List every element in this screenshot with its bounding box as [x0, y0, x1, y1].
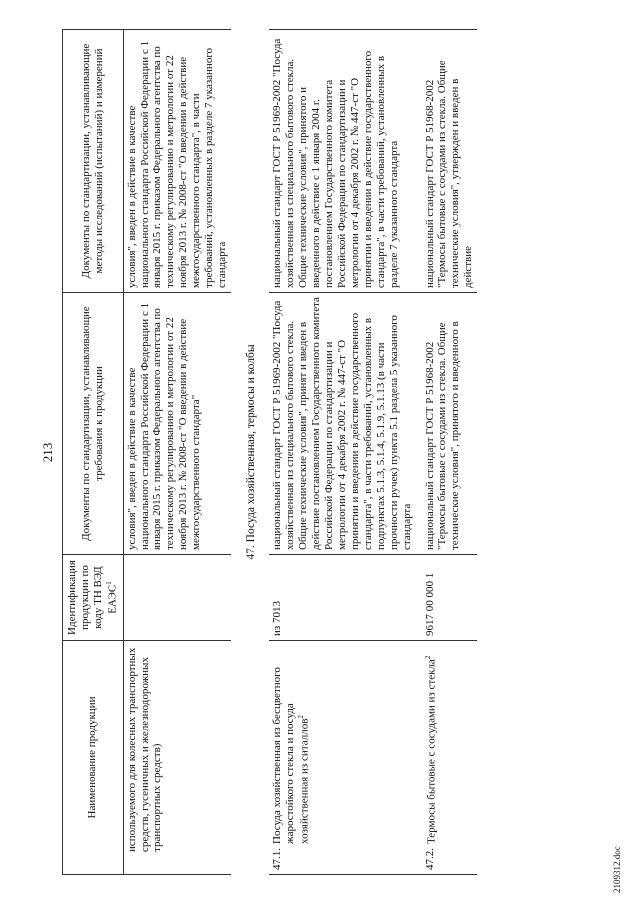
header-methods-docs: Документы по стандартизации, устанавливающие методы исследований (испытаний) и измерений	[63, 30, 124, 293]
page-number: 213	[40, 442, 55, 463]
standards-table	[62, 29, 477, 875]
table-header-row	[63, 30, 124, 875]
header-requirements-docs: Документы по стандартизации, устанавливающие требования к продукции	[63, 293, 124, 555]
product-name: Термосы бытовые с сосудами из стекла	[425, 659, 438, 844]
row-47-2-name: 47.2. Термосы бытовые с сосудами из стекла$^2$	[422, 641, 478, 875]
table-row	[422, 30, 478, 875]
row-47-2-code: 9617 00 000 1	[422, 555, 478, 641]
section-title: 47. Посуда хозяйственная, термосы и колбы	[245, 344, 258, 560]
cont-product-name: используемого для колесных транспортных средств, гусеничных и железнодорожных транспортных средств)	[123, 641, 231, 875]
cont-methods: условия", введен в действие в качестве национального стандарта Российской Федерации с 1 января 2015 г. приказом Федерального агентства по техническому регулированию и метрологии от 22 ноября 2013 г. № 2008-ст "О введении в действие межгосударственного стандарта", в части требований, установленных в разделе 7 указанного стандарта	[123, 30, 231, 293]
row-47-1-methods: национальный стандарт ГОСТ Р 51969-2002 "Посуда хозяйственная из специального бытового стекла. Общие технические условия", принятого и введенного в действие с 1 января 2004 г. постановлением Государственного комитета Российской Федерации по стандартизации и метрологии от 4 декабря 2002 г. № 447-ст "О принятии и введении в действие государственного стандарта", в части требований, установленных в разделе 7 указанного стандарта	[269, 30, 416, 293]
table-row	[269, 30, 416, 875]
row-47-2-requirements: национальный стандарт ГОСТ Р 51968-2002 "Термосы бытовые с сосудами из стекла. Общие технические условия", принятого и введенного в	[422, 293, 478, 555]
row-number: 47.1.	[270, 848, 283, 870]
header-product-name: Наименование продукции	[63, 641, 124, 875]
row-47-1-name: 47.1. Посуда хозяйственная из бесцветного жаростойкого стекла и посуда хозяйственная из ситаллов$^2$	[269, 641, 416, 875]
row-47-1-code: из 7013	[269, 555, 416, 641]
row-number: 47.2.	[423, 848, 436, 870]
section-heading-row	[231, 30, 269, 875]
cont-code	[123, 555, 231, 641]
table-row-continuation	[123, 30, 231, 875]
product-name: Посуда хозяйственная из бесцветного жаростойкого стекла и посуда хозяйственная из ситаллов	[270, 667, 311, 844]
cont-requirements: условия", введен в действие в качестве национального стандарта Российской Федерации с 1 января 2015 г. приказом Федерального агентства по техническому регулированию и метрологии от 22 ноября 2013 г. № 2008-ст "О введении в действие межгосударственного стандарта"	[123, 293, 231, 555]
row-47-1-requirements: национальный стандарт ГОСТ Р 51969-2002 "Посуда хозяйственная из специального бытового стекла. Общие технические условия", принят и введен в действие постановлением Государственного комитета Российской Федерации по стандартизации и метрологии от 4 декабря 2002 г. № 447-ст "О принятии и введении в действие государственного стандарта", в части требований, установленных в подпунктах 5.1.3, 5.1.4, 5.1.9, 5.1.13 (в части прочности ручек) пункта 5.1 раздела 5 указанного стандарта	[269, 293, 416, 555]
file-code: 2109312.doc	[612, 846, 622, 893]
row-47-2-methods: национальный стандарт ГОСТ Р 51968-2002 "Термосы бытовые с сосудами из стекла. Общие технические условия", утвержден и введен в действие	[422, 30, 478, 293]
header-tn-ved-code: Идентификация продукции по коду ТН ВЭД ЕАЭС$^1$	[63, 555, 124, 641]
